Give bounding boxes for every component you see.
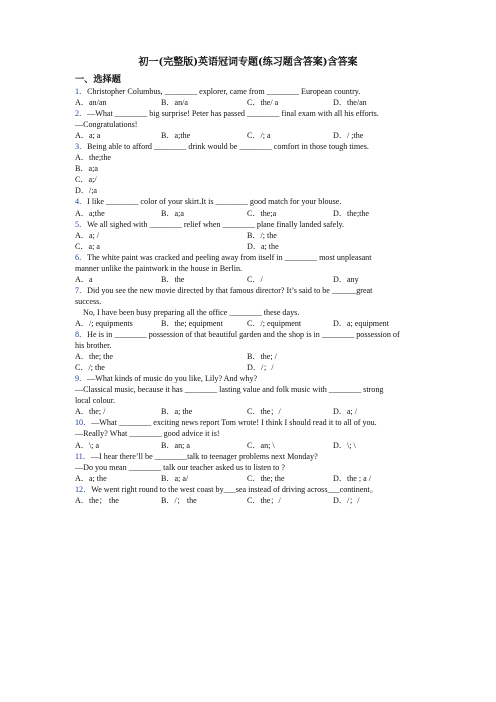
question-text-line: [75, 463, 420, 474]
answer-option: B．an; a: [161, 440, 190, 450]
option-row: [75, 98, 420, 109]
answer-option: B．a; the: [161, 407, 193, 417]
question-stem: No, I have been busy preparing all the office ________ these days.: [83, 307, 300, 317]
question-text-line: [75, 142, 420, 153]
option-row: [75, 164, 420, 175]
question-text-line: [75, 220, 420, 231]
question-list: [75, 87, 420, 507]
question-text-line: [75, 308, 420, 319]
answer-option: D．/;a: [75, 186, 98, 196]
answer-option: B．the; /: [247, 352, 277, 362]
answer-option: A．the； the: [75, 495, 119, 505]
question-stem: We went right round to the west coast by___sea instead of driving across___continent。: [91, 484, 378, 494]
question-2: [75, 109, 420, 142]
answer-option: C．the; the: [247, 473, 285, 483]
answer-option: C．/: [247, 274, 263, 284]
question-text-line: [75, 374, 420, 385]
answer-option: B．the: [161, 274, 185, 284]
question-text-line: [75, 396, 420, 407]
question-number: 3．: [75, 142, 88, 152]
question-number: 1．: [75, 87, 88, 96]
answer-option: D．a; the: [247, 241, 279, 251]
answer-option: B．an/a: [161, 98, 188, 108]
question-number: 9．: [75, 374, 88, 384]
option-row: [75, 186, 420, 197]
question-number: 4．: [75, 197, 88, 207]
section-heading: 一、选择题: [75, 74, 121, 85]
question-text-line: [75, 197, 420, 208]
question-stem: manner unlike the paintwork in the house in Berlin.: [75, 263, 243, 273]
answer-option: D．/；/: [333, 495, 360, 505]
question-number: 2．: [75, 109, 88, 119]
question-stem: —I hear there’ll be ________talk to teenager problems next Monday?: [90, 451, 318, 461]
option-row: [75, 275, 420, 286]
document-title: 初一(完整版)英语冠词专题(练习题含答案)含答案: [138, 57, 358, 68]
option-row: [75, 352, 420, 363]
question-text-line: [75, 286, 420, 297]
question-stem: his brother.: [75, 341, 112, 351]
question-stem: Did you see the new movie directed by that famous director? It’s said to be ______great: [87, 285, 373, 295]
question-number: 7．: [75, 285, 88, 295]
answer-option: B．/; the: [247, 230, 277, 240]
question-stem: —Classical music, because it has ________ lasting value and folk music with ________ strong: [75, 385, 384, 395]
answer-option: C．/; the: [75, 363, 105, 373]
question-stem: We all sighed with ________ relief when ________ plane finally landed safely.: [87, 219, 345, 229]
answer-option: D．the;the: [333, 208, 369, 218]
answer-option: D．the ; a /: [333, 473, 371, 483]
question-stem: —Really? What ________ good advice it is!: [75, 429, 220, 439]
answer-option: D．/；/: [247, 363, 274, 373]
question-stem: —What kinds of music do you like, Lily? And why?: [87, 374, 258, 384]
question-stem: —What ________ big surprise! Peter has passed ________ final exam with all his efforts.: [87, 109, 379, 119]
answer-option: A．the; the: [75, 352, 113, 362]
answer-option: C．a;/: [75, 175, 97, 185]
answer-option: D．/ ;the: [333, 131, 364, 141]
question-stem: The white paint was cracked and peeling away from itself in ________ most unpleasant: [87, 252, 372, 262]
question-11: [75, 452, 420, 485]
question-12: [75, 485, 420, 507]
question-9: [75, 374, 420, 418]
option-row: [75, 407, 420, 418]
answer-option: A．the; /: [75, 407, 106, 417]
answer-option: C．/; a: [247, 131, 271, 141]
question-6: [75, 253, 420, 286]
question-stem: —Congratulations!: [75, 120, 138, 130]
option-row: [75, 474, 420, 485]
question-number: 8．: [75, 330, 88, 340]
question-stem: Being able to afford ________ drink would be ________ comfort in those tough times.: [87, 142, 369, 152]
option-row: [75, 363, 420, 374]
question-number: 5．: [75, 219, 88, 229]
option-row: [75, 209, 420, 220]
answer-option: D．any: [333, 274, 359, 284]
question-text-line: [75, 264, 420, 275]
option-row: [75, 441, 420, 452]
question-stem: local colour.: [75, 396, 116, 406]
answer-option: A．/; equipments: [75, 318, 133, 328]
question-text-line: [75, 418, 420, 429]
question-stem: success.: [75, 296, 102, 306]
option-row: [75, 231, 420, 242]
option-row: [75, 496, 420, 507]
question-7: [75, 286, 420, 330]
answer-option: B．the; equipment: [161, 318, 223, 328]
question-text-line: [75, 341, 420, 352]
answer-option: A．the;the: [75, 153, 111, 163]
question-text-line: [75, 120, 420, 131]
answer-option: B．a; a/: [161, 473, 189, 483]
question-stem: Christopher Columbus, ________ explorer, came from ________ European country.: [87, 87, 361, 96]
answer-option: A．a: [75, 274, 93, 284]
answer-option: A．\; a: [75, 440, 100, 450]
answer-option: C．a; a: [75, 241, 100, 251]
answer-option: C．the/ a: [247, 98, 279, 108]
answer-option: D．a; /: [333, 407, 358, 417]
question-text-line: [75, 297, 420, 308]
question-1: [75, 87, 420, 109]
question-text-line: [75, 253, 420, 264]
question-stem: —Do you mean ________ talk our teacher asked us to listen to ?: [75, 462, 285, 472]
answer-option: A．a; a: [75, 131, 101, 141]
question-text-line: [75, 452, 420, 463]
answer-option: C．the;a: [247, 208, 277, 218]
answer-option: B．a;the: [161, 131, 191, 141]
question-text-line: [75, 87, 420, 98]
question-number: 6．: [75, 252, 88, 262]
question-10: [75, 418, 420, 451]
question-3: [75, 142, 420, 197]
answer-option: B．a;a: [75, 164, 98, 174]
option-row: [75, 242, 420, 253]
option-row: [75, 319, 420, 330]
question-stem: I like ________ color of your skirt.It is ________ good match for your blouse.: [87, 197, 342, 207]
question-number: 11．: [75, 451, 91, 461]
question-5: [75, 220, 420, 253]
question-stem: —What ________ exciting news report Tom wrote! I think I should read it to all of you.: [91, 418, 377, 428]
question-text-line: [75, 109, 420, 120]
option-row: [75, 153, 420, 164]
question-number: 10．: [75, 418, 92, 428]
question-text-line: [75, 385, 420, 396]
answer-option: D．the/an: [333, 98, 367, 108]
answer-option: D．a; equipment: [333, 318, 389, 328]
answer-option: B．/； the: [161, 495, 197, 505]
answer-option: A．a;the: [75, 208, 105, 218]
question-stem: He is in ________ possession of that beautiful garden and the shop is in ________ possession of: [87, 330, 400, 340]
question-4: [75, 197, 420, 219]
answer-option: C．the；/: [247, 407, 281, 417]
answer-option: A．an/an: [75, 98, 107, 108]
question-number: 12．: [75, 484, 92, 494]
question-8: [75, 330, 420, 374]
answer-option: A．a; /: [75, 230, 100, 240]
option-row: [75, 175, 420, 186]
question-text-line: [75, 485, 420, 496]
answer-option: C．/; equipment: [247, 318, 302, 328]
question-text-line: [75, 429, 420, 440]
answer-option: C．the；/: [247, 495, 281, 505]
answer-option: C．an; \: [247, 440, 275, 450]
answer-option: A．a; the: [75, 473, 107, 483]
answer-option: B．a;a: [161, 208, 184, 218]
option-row: [75, 131, 420, 142]
answer-option: D．\; \: [333, 440, 356, 450]
question-text-line: [75, 330, 420, 341]
